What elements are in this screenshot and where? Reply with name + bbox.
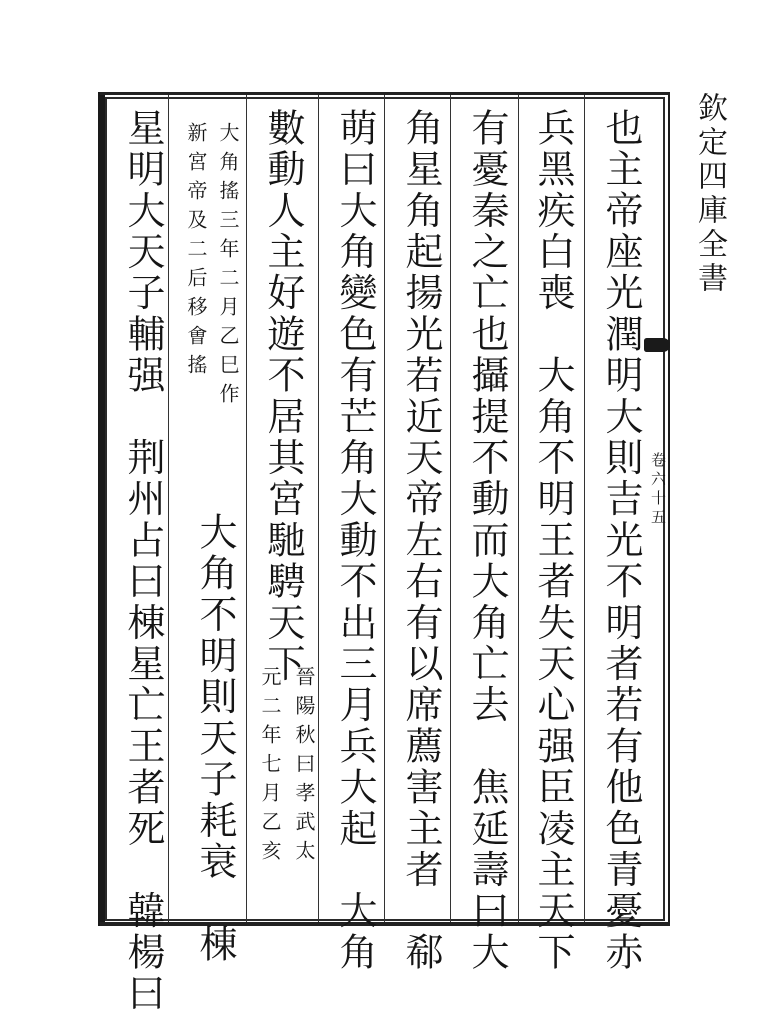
annotation-line-4: 新宮帝及二后移㑹搖	[184, 122, 208, 383]
text-column-5: 萌曰大角變色有芒角大動不出三月兵大起 大角	[333, 108, 377, 974]
frame-left-border	[98, 92, 105, 926]
text-column-2: 兵黑疾白喪 大角不明王者失天心强臣凌主天下	[531, 108, 575, 974]
text-column-1: 也主帝座光潤明大則吉光不明者若有他色青憂赤	[599, 108, 643, 974]
text-column-7-cont: 大角不明則天子耗衰 棟	[193, 512, 237, 966]
column-rule	[584, 95, 585, 922]
column-rule	[246, 95, 247, 922]
text-column-6: 數動人主好遊不居其宮馳騁天下	[261, 108, 305, 685]
margin-volume: 卷六十五	[649, 452, 667, 528]
text-column-3: 有憂秦之亡也攝提不動而大角亡去 焦延壽曰大	[465, 108, 509, 974]
column-rule	[518, 95, 519, 922]
text-column-8: 星明大天子輔强 荆州占曰棟星亡王者死 韓楊曰	[121, 108, 165, 1015]
fishtail-mark	[644, 338, 670, 352]
column-rule	[318, 95, 319, 922]
text-column-4: 角星角起揚光若近天帝左右有以席薦害主者 郗	[399, 108, 443, 974]
column-rule	[384, 95, 385, 922]
column-rule	[450, 95, 451, 922]
annotation-line-1: 晉陽秋曰孝武太	[292, 666, 316, 869]
column-rule	[168, 95, 169, 922]
annotation-line-3: 大角搖三年二月乙巳作	[216, 122, 240, 412]
frame-bottom-border	[100, 922, 670, 926]
margin-title: 欽定四庫全書	[692, 92, 727, 296]
annotation-line-2: 元二年七月乙亥	[258, 666, 282, 869]
